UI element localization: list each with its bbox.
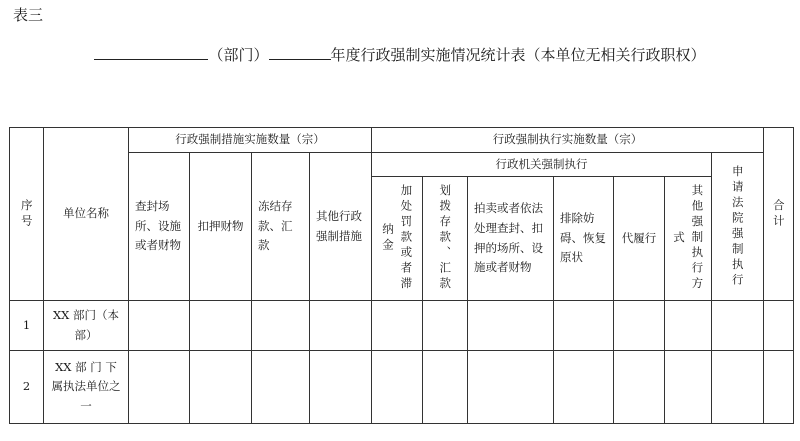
header-unit-name: 单位名称 <box>44 128 129 301</box>
year-blank <box>269 45 331 60</box>
header-freeze: 冻结存款、汇款 <box>252 153 310 301</box>
table-cell <box>129 301 190 351</box>
title-main: 年度行政强制实施情况统计表（本单位无相关行政职权） <box>330 46 706 64</box>
table-cell <box>468 301 554 351</box>
table-cell <box>129 351 190 424</box>
department-blank <box>94 45 208 60</box>
table-cell <box>614 351 665 424</box>
header-enforcement-group: 行政强制执行实施数量（宗） <box>372 128 764 153</box>
header-other-enforcement: 其他强制执行方式 <box>665 177 712 301</box>
header-other-measures: 其他行政强制措施 <box>310 153 372 301</box>
table-cell <box>764 351 794 424</box>
header-auction: 拍卖或者依法处理查封、扣押的场所、设施或者财物 <box>468 177 554 301</box>
table-cell <box>190 301 252 351</box>
header-penalty-fee: 加处罚款或者滞纳金 <box>372 177 423 301</box>
table-cell <box>310 301 372 351</box>
header-transfer: 划拨存款、汇款 <box>423 177 468 301</box>
table-cell <box>372 351 423 424</box>
header-measures-group: 行政强制措施实施数量（宗） <box>129 128 372 153</box>
table-row <box>10 301 794 351</box>
table-cell <box>665 301 712 351</box>
header-agency-enforcement: 行政机关强制执行 <box>372 153 712 177</box>
table-cell <box>372 301 423 351</box>
table-cell <box>423 351 468 424</box>
header-court-application: 申请法院强制执行 <box>712 153 764 301</box>
table-cell <box>554 351 614 424</box>
header-substitute: 代履行 <box>614 177 665 301</box>
header-detain-property: 扣押财物 <box>190 153 252 301</box>
table-title <box>0 44 800 65</box>
table-row <box>10 351 794 424</box>
table-cell <box>554 301 614 351</box>
table-label: 表三 <box>13 6 44 24</box>
row-unit-name: XX 部门（本部） <box>44 301 129 351</box>
dept-suffix: （部门） <box>208 46 269 64</box>
table-cell <box>252 351 310 424</box>
table-cell <box>665 351 712 424</box>
row-index: 1 <box>10 301 44 351</box>
header-seal-seize: 查封场所、设施或者财物 <box>129 153 190 301</box>
table-cell <box>764 301 794 351</box>
table-cell <box>252 301 310 351</box>
table-cell <box>712 301 764 351</box>
row-unit-name: XX 部 门 下属执法单位之一 <box>44 351 129 424</box>
header-total: 合计 <box>764 128 794 301</box>
table-cell <box>712 351 764 424</box>
header-remove-obstacle: 排除妨碍、恢复原状 <box>554 177 614 301</box>
table-cell <box>423 301 468 351</box>
table-cell <box>310 351 372 424</box>
table-cell <box>190 351 252 424</box>
table-cell <box>614 301 665 351</box>
row-index: 2 <box>10 351 44 424</box>
table-cell <box>468 351 554 424</box>
header-index: 序号 <box>10 128 44 301</box>
statistics-table <box>9 127 794 424</box>
